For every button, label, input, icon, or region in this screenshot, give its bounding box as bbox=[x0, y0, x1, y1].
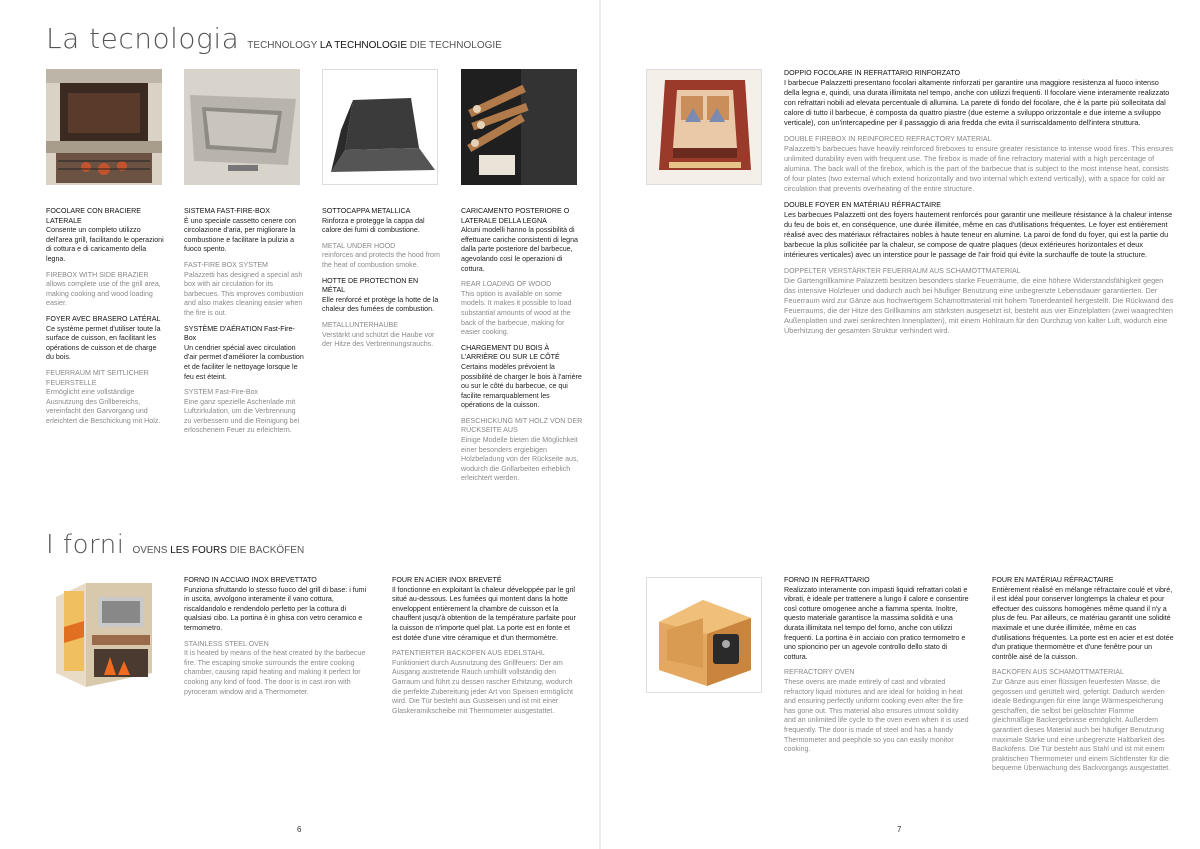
double-firebox-fr-text: Les barbecues Palazzetti ont des foyers hautement renforcés pour garantir une meilleure résistance à la chaleur intense du feu de bois et, en conséquence, une durée illimitée, même en cas d'utilisations fréquentes. Le foyer est entièrement réalisé avec des matériaux réfractaires nobles à haute teneur en alumine. La paroi de fond du foyer, qui est la partie du barbecue la plus sollicitée par la chaleur, se compose de quatre plaques (deux extérieures horizontales et deux intérieures verticales) avec un interstice pour le passage de l'air froid qui évite la surchauffe de toute la structure. bbox=[784, 210, 1173, 259]
subtitle-de: DIE TECHNOLOGIE bbox=[409, 40, 502, 51]
double-firebox-fr-title: DOUBLE FOYER EN MATÉRIAU RÉFRACTAIRE bbox=[784, 201, 942, 209]
feature-column-4 bbox=[461, 207, 583, 490]
feature-de-title: FEUERRAUM MIT SEITLICHER FEUERSTELLE bbox=[46, 368, 149, 387]
photo-refractory-oven bbox=[646, 577, 762, 693]
feature-de-text: Ermöglicht eine vollständige Ausnutzung des Grillbereichs, vereinfacht den Garvorgang und erleichtert die Beschickung mit Holz. bbox=[46, 388, 161, 425]
feature-fr-text: Certains modèles prévoient la possibilité de charger le bois à l'arrière ou sur le côté du barbecue, ce qui facilite remarquablement les opérations de la cuisson. bbox=[461, 362, 582, 410]
refractory-oven-fr-text: Entièrement réalisé en mélange réfractaire coulé et vibré, il est idéal pour conserver longtemps la chaleur et pour effectuer des cuissons homogènes même quand il n'y a plus de feu. Par ailleurs, ce matériau garantit une solidité maximale et une durée illimitée, même en cas d'utilisations fréquentes. La porte est en acier et est dotée d'un pratique thermomètre et d'une fenêtre pour un contrôle aisé de la cuisson. bbox=[992, 585, 1174, 661]
refractory-oven-en-text: These ovens are made entirely of cast and vibrated refractory liquid mixtures and are ideal for holding in heat and ensuring perfectly uniform cooking even after the fire has gone out. This material also ensures utmost solidity and an unlimited life cycle to the oven even when it is used frequently. The door is made of steel and has a handy Thermometer and peephole so you can easily monitor cooking. bbox=[784, 677, 969, 754]
feature-de-text: Verstärkt und schützt die Haube vor der Hitze des Verbrennungsrauchs. bbox=[322, 330, 435, 349]
feature-de-text: Einige Modelle bieten die Möglichkeit einer besonders ergiebigen Holzbeladung von der Rückseite aus, wodurch die Grillarbeiten erheblich erleichtert werden. bbox=[461, 436, 579, 483]
steel-oven-column-2 bbox=[392, 576, 580, 722]
refractory-oven-column-1 bbox=[784, 576, 972, 761]
feature-it-title: SISTEMA FAST-FIRE-BOX bbox=[184, 207, 270, 215]
subtitle-en: OVENS bbox=[132, 545, 168, 556]
page-number-right: 7 bbox=[897, 825, 902, 834]
subtitle-fr: LA TECHNOLOGIE bbox=[319, 40, 407, 51]
subtitle-en: TECHNOLOGY bbox=[247, 40, 318, 51]
feature-fr-text: Elle renforcé et protège la hotte de la chaleur des fumées de combustion. bbox=[322, 295, 439, 314]
feature-it-title: SOTTOCAPPA METALLICA bbox=[322, 207, 411, 215]
section-header-forni bbox=[46, 530, 304, 560]
steel-oven-it-text: Funziona sfruttando lo stesso fuoco del grill di base: i fumi in uscita, avvolgono interamente il vano cottura, riscaldandolo e rendendolo perfetto per la cottura di qualsiasi cibo. La portina è in ghisa con vetro ceramico e termometro. bbox=[184, 585, 367, 632]
feature-en-title: FAST-FIRE BOX SYSTEM bbox=[184, 260, 268, 269]
feature-it-title: CARICAMENTO POSTERIORE O LATERALE DELLA LEGNA bbox=[461, 207, 570, 225]
feature-fr-title: FOYER AVEC BRASERO LATÉRAL bbox=[46, 314, 161, 323]
feature-de-title: BESCHICKUNG MIT HOLZ VON DER RÜCKSEITE AUS bbox=[461, 416, 583, 435]
steel-oven-fr-text: Il fonctionne en exploitant la chaleur développée par le gril situé au-dessous. Les fumées qui montent dans la hotte enveloppent entièrement la chambre de cuisson et la chauffent jusqu'à obtention de la température parfaite pour la cuisson de n'importe quel plat. La porte est en fonte et est dotée d'une vitre céramique et d'un thermomètre. bbox=[392, 585, 576, 642]
section-title-forni: I forni bbox=[46, 530, 125, 560]
photo-steel-oven bbox=[46, 577, 162, 693]
double-firebox-en-title: DOUBLE FIREBOX IN REINFORCED REFRACTORY MATERIAL bbox=[784, 135, 992, 143]
steel-oven-en-title: STAINLESS STEEL OVEN bbox=[184, 639, 269, 648]
feature-en-text: reinforces and protects the hood from the heat of combustion smoke. bbox=[322, 251, 440, 269]
feature-de-title: SYSTEM Fast-Fire-Box bbox=[184, 388, 259, 397]
feature-fr-title: SYSTÈME D'AÉRATION Fast-Fire-Box bbox=[184, 324, 295, 343]
refractory-oven-en-title: REFRACTORY OVEN bbox=[784, 668, 855, 677]
feature-column-2 bbox=[184, 207, 304, 442]
feature-column-1 bbox=[46, 207, 166, 432]
feature-en-title: METAL UNDER HOOD bbox=[322, 241, 396, 250]
section-subtitles-forni bbox=[132, 545, 304, 556]
double-firebox-en-text: Palazzetti's barbecues have heavily reinforced fireboxes to ensure greater resistance to intense wood fires. This ensures unlimited durability even with frequent use. The firebox is made of fine refractory material with a high percentage of alumina. The back wall of the firebox, which is the part of the barbecue that is subject to the most intense heat, consists of four plates (two external which extend horizontally and two internal which extend vertically), with a space for cold air circulation that prevents overheating of the entire structure. bbox=[784, 144, 1174, 193]
feature-fr-text: Ce système permet d'utiliser toute la surface de cuisson, en facilitant les opérations de cuisson et de charge du bois. bbox=[46, 324, 161, 362]
refractory-oven-column-2 bbox=[992, 576, 1176, 780]
feature-en-text: allows complete use of the grill area, making cooking and wood loading easier. bbox=[46, 280, 161, 308]
refractory-oven-fr-title: FOUR EN MATÉRIAU RÉFRACTAIRE bbox=[992, 576, 1114, 584]
refractory-oven-it-title: FORNO IN REFRATTARIO bbox=[784, 576, 870, 584]
feature-fr-title: HOTTE DE PROTECTION EN MÉTAL bbox=[322, 276, 419, 295]
feature-fr-title: CHARGEMENT DU BOIS À L'ARRIÈRE OU SUR LE CÔTÉ bbox=[461, 343, 560, 362]
double-firebox-text bbox=[784, 68, 1176, 342]
steel-oven-de-text: Funktioniert durch Ausnutzung des Grillfeuers: Der am Ausgang austretende Rauch umhüllt vollständig den Garraum und führt zu dessen rascher Erhitzung, wodurch die perfekte Zubereitung jeder Art von Speisen ermöglicht wird. Die Tür besteht aus Gusseisen und ist mit einer Glaskeramikscheibe mit Thermometer ausgestattet. bbox=[392, 658, 573, 715]
steel-oven-fr-title: FOUR EN ACIER INOX BREVETÉ bbox=[392, 576, 502, 584]
photo-metal-under-hood bbox=[322, 69, 438, 185]
photo-fast-fire-box bbox=[184, 69, 300, 185]
refractory-oven-de-text: Zur Gänze aus einer flüssigen feuerfesten Masse, die gegossen und gerüttelt wird, gefertigt. Dadurch werden ideale Bedingungen für eine lange Wärmespeicherung geschaffen, die selbst bei gelöschter Flamme gleichmäßige Backergebnisse ermöglicht. Außerdem garantiert dieses Material auch bei häufiger Benutzung maximale Stärke und eine unbegrenzte Haltbarkeit des Backofens. Die Tür besteht aus Stahl und ist mit einem praktischen Thermometer und einem Sichtfenster für die bequeme Überwachung des Backvorgangs ausgestattet. bbox=[992, 677, 1171, 773]
subtitle-de: DIE BACKÖFEN bbox=[229, 545, 305, 556]
feature-de-title: METALLUNTERHAUBE bbox=[322, 320, 398, 329]
feature-column-3 bbox=[322, 207, 442, 356]
feature-en-title: REAR LOADING OF WOOD bbox=[461, 280, 552, 289]
double-firebox-it-title: DOPPIO FOCOLARE IN REFRATTARIO RINFORZATO bbox=[784, 69, 961, 77]
double-firebox-de-text: Die Gartengrillkamine Palazzetti besitzen besonders starke Feuerräume, die eine höhere Widerstandsfähigkeit gegen das intensive Holzfeuer und dadurch auch bei häufiger Benutzung eine unbegrenzte Lebensdauer garantierten. Der Feuerraum wird zur Gänze aus hochwertigem Schamottmaterial mit hohem Tonerdeanteil hergestellt. Die Rückwand des Feuerraums, die der Hitze des Grillkamins am stärksten ausgesetzt ist, besteht aus vier Einzelplatten (zwei waagrechten Außenplatten und zwei senkrechten Innenplatten), mit einem Hohlraum für den Durchzug von kalter Luft, wodurch eine Überhitzung der gesamten Struktur verhindert wird. bbox=[784, 276, 1174, 335]
photo-firebox-side-brazier bbox=[46, 69, 162, 185]
feature-it-text: Alcuni modelli hanno la possibilità di effettuare cariche consistenti di legna dalla parte posteriore del barbecue, agevolando così le operazioni di cottura. bbox=[461, 226, 578, 273]
feature-en-text: Palazzetti has designed a special ash box with air circulation for its barbecues. This improves combustion and also makes cleaning easier when the fire is out. bbox=[184, 270, 304, 317]
steel-oven-en-text: It is heated by means of the heat created by the barbecue fire. The escaping smoke surrounds the entire cooking chamber, causing rapid heating and making it perfect for cooking any kind of food. The door is in cast iron with pyroceram window and a Thermometer. bbox=[184, 649, 366, 696]
section-subtitles-tecnologia bbox=[247, 40, 502, 51]
steel-oven-column-1 bbox=[184, 576, 372, 703]
feature-it-title: FOCOLARE CON BRACIERE LATERALE bbox=[46, 207, 141, 225]
subtitle-fr: LES FOURS bbox=[170, 545, 227, 556]
feature-de-text: Eine ganz spezielle Aschenlade mit Luftzirkulation, um die Verbrennung zu verbessern und die Reinigung bei erloschenem Feuer zu erleichtern. bbox=[184, 397, 300, 435]
right-page bbox=[600, 0, 1200, 849]
refractory-oven-de-title: BACKOFEN AUS SCHAMOTTMATERIAL bbox=[992, 668, 1124, 677]
feature-it-text: Rinforza e protegge la cappa dal calore dei fumi di combustione. bbox=[322, 216, 425, 235]
feature-fr-text: Un cendrier spécial avec circulation d'air permet d'améliorer la combustion et de faciliter le nettoyage lorsque le feu est éteint. bbox=[184, 343, 304, 381]
double-firebox-de-title: DOPPELTER VERSTÄRKTER FEUERRAUM AUS SCHAMOTTMATERIAL bbox=[784, 267, 1021, 275]
feature-en-text: This option is available on some models. It makes it possible to load substantial amounts of wood at the back of the barbecue, making for easier cooking. bbox=[461, 289, 572, 337]
steel-oven-de-title: PATENTIERTER BACKOFEN AUS EDELSTAHL bbox=[392, 649, 545, 658]
photo-rear-loading-wood bbox=[461, 69, 577, 185]
photo-double-firebox bbox=[646, 69, 762, 185]
section-header-tecnologia bbox=[46, 22, 502, 55]
page-number-left: 6 bbox=[297, 825, 302, 834]
steel-oven-it-title: FORNO IN ACCIAIO INOX BREVETTATO bbox=[184, 576, 317, 584]
refractory-oven-it-text: Realizzato interamente con impasti liquidi refrattari colati e vibrati, è ideale per trattenere a lungo il calore e consentire così cotture omogenee anche a fiamma spenta. Inoltre, questo materiale garantisce la massima solidità e una durata illimitata nel tempo del forno, anche con utilizzi frequenti. La portina è in acciaio con pratico termometro e uno spioncino per un agevole controllo dello stato di cottura. bbox=[784, 585, 969, 661]
section-title-tecnologia: La tecnologia bbox=[46, 22, 240, 55]
feature-it-text: È uno speciale cassetto cenere con circolazione d'aria, per migliorare la combustione e facilitare la pulizia a fuoco spento. bbox=[184, 216, 296, 254]
feature-en-title: FIREBOX WITH SIDE BRAZIER bbox=[46, 270, 149, 279]
feature-it-text: Consente un completo utilizzo dell'area grill, facilitando le operazioni di cottura e di caricamento della legna. bbox=[46, 226, 164, 263]
double-firebox-it-text: I barbecue Palazzetti presentano focolari altamente rinforzati per garantire una maggiore resistenza al fuoco intenso della legna e, quindi, una durata illimitata nel tempo, anche con utilizzi frequenti. Il focolare viene interamente realizzato con refrattari nobili ad elevata percentuale di allumina. La parete di fondo del focolare, che è la parte più sollecitata dal calore di tutto il barbecue, è composta da quattro piastre (due esterne a sviluppo orizzontale e due interne a sviluppo verticale), con un'intercapedine per il passaggio di aria fredda che evita il surriscaldamento dell'intera struttura. bbox=[784, 78, 1170, 127]
